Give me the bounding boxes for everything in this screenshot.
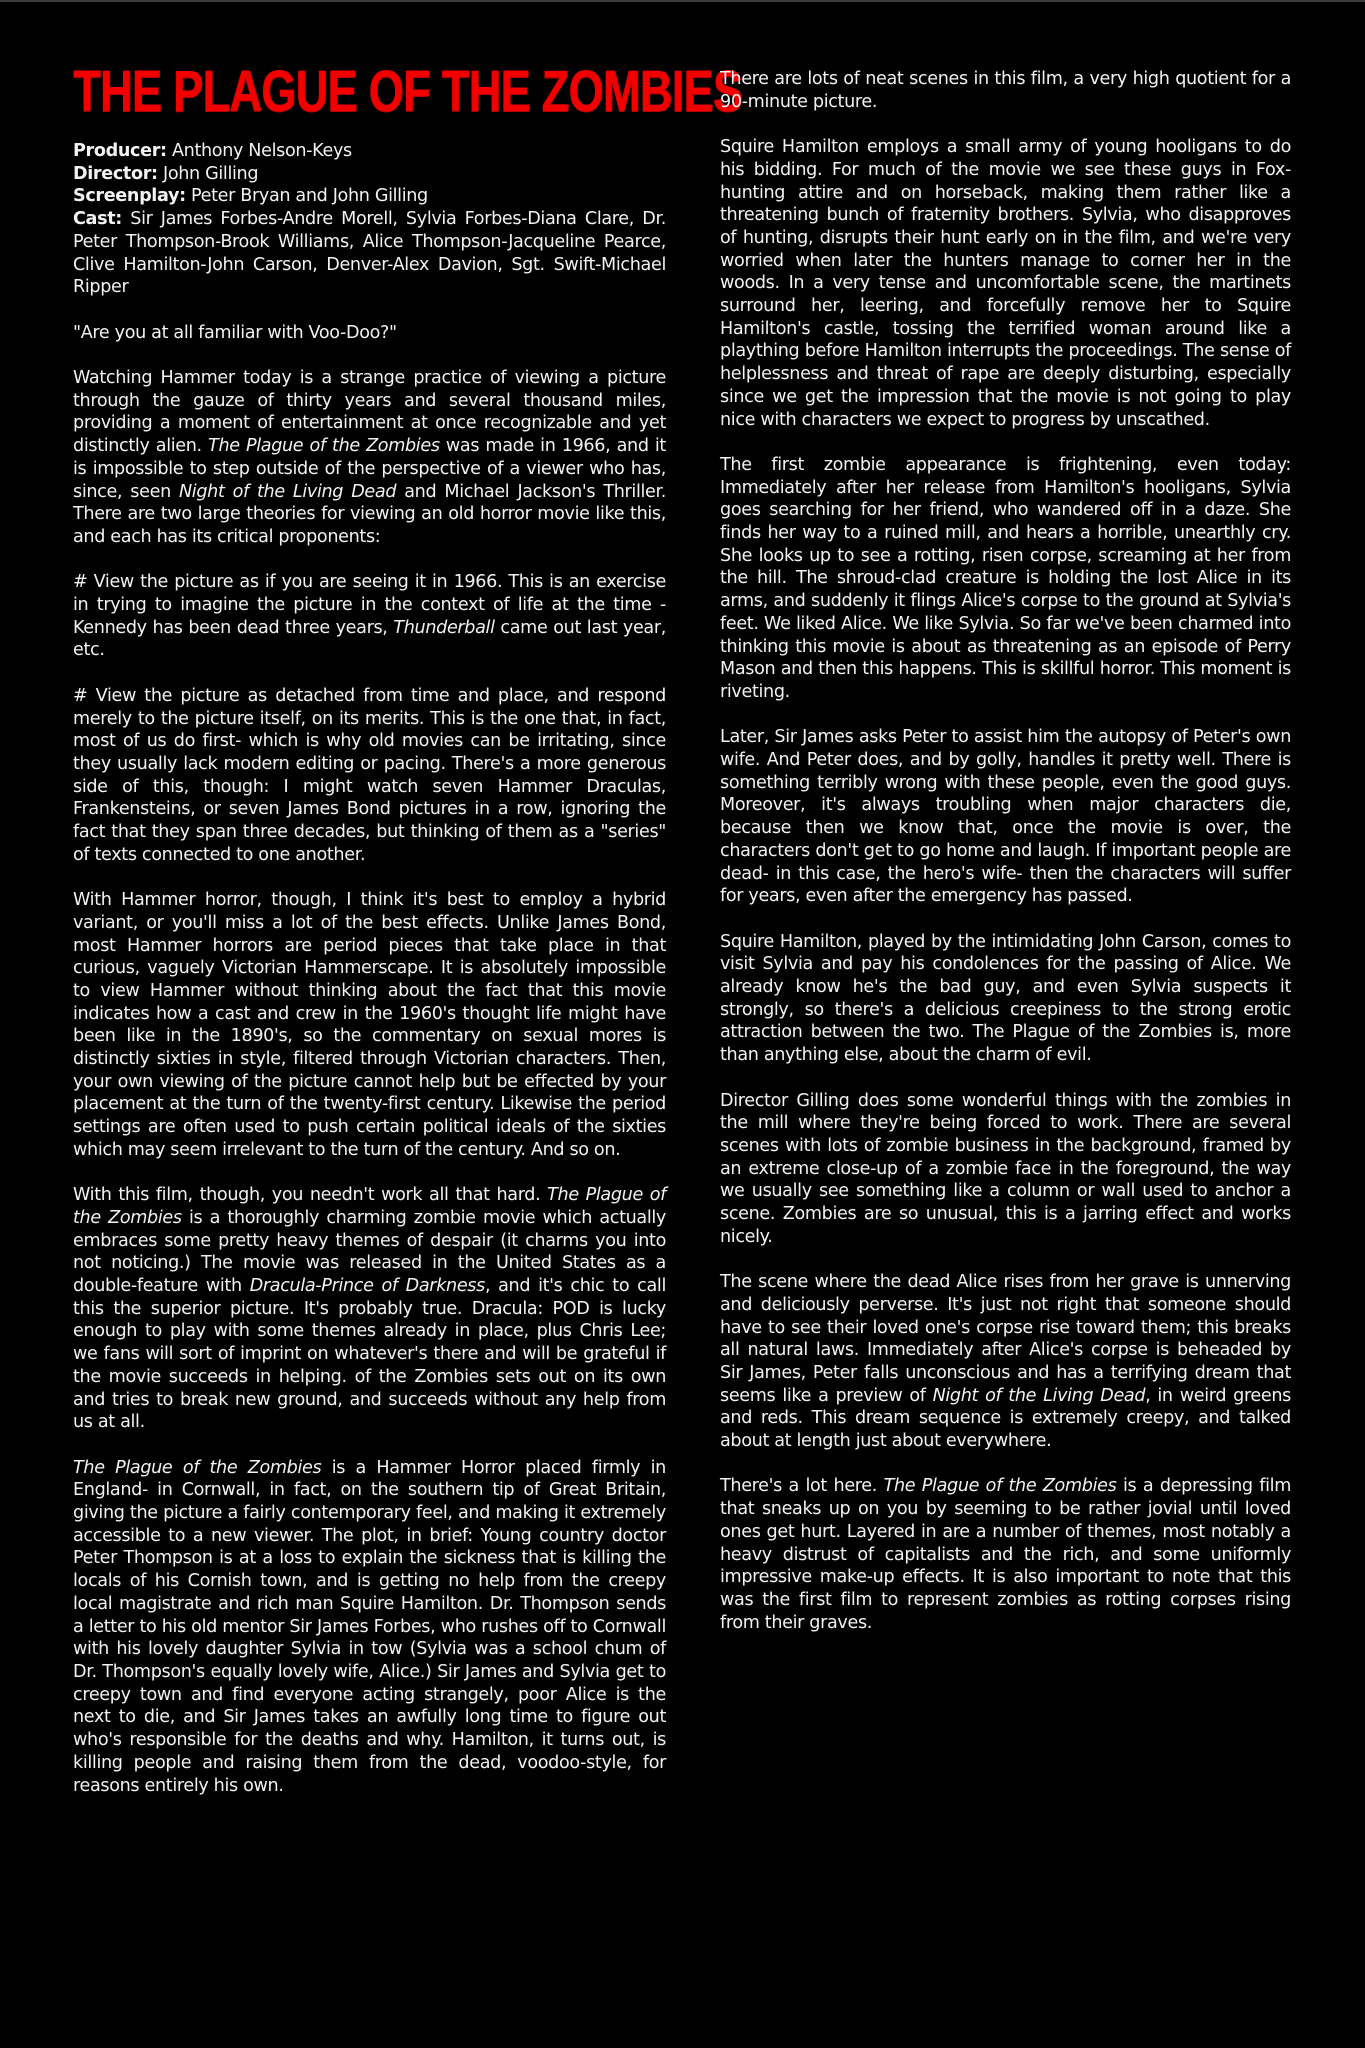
right-column — [720, 68, 1291, 1657]
film-title-italic: Dracula-Prince of Darkness — [249, 1276, 485, 1297]
paragraph — [720, 1271, 1291, 1453]
credit-value: Anthony Nelson-Keys — [171, 141, 352, 161]
credit-value: John Gilling — [162, 163, 259, 184]
text-run: is a Hammer Horror placed firmly in England- in Cornwall, in fact, on the southern tip of Great Britain, giving the picture a fairly contemporary feel, and making it extremely accessible to a new viewer. The plot, in brief: Young country doctor Peter Thompson is at a loss to explain the sickness that is killing the locals of his Cornish town, and is getting no help from the creepy local magistrate and rich man Squire Hamilton. Dr. Thompson sends a letter to his old mentor Sir James Forbes, who rushes off to Cornwall with his lovely daughter Sylvia in tow (Sylvia was a school chum of Dr. Thompson's equally lovely wife, Alice.) Sir James and Sylvia get to creepy town and find everyone acting strangely, poor Alice is the next to die, and Sir James takes an awfully long time to figure out who's responsible for the deaths and why. Hamilton, it turns out, is killing people and raising them from the dead, voodoo-style, for reasons entirely his own. — [73, 1457, 666, 1796]
left-column — [73, 59, 743, 1820]
text-run: # View the picture as if you are seeing it in 1966. This is an exercise in trying to imagine the picture in the context of life at the time - Kennedy has been dead three years, — [73, 572, 666, 638]
quote: "Are you at all familiar with Voo-Doo?" — [73, 322, 397, 343]
paragraph — [720, 1475, 1291, 1634]
paragraph: # View the picture as detached from time and place, and respond merely to the picture itself, on its merits. This is the one that, in fact, most of us do first- which is why old movies can be irritating, since they usually lack modern editing or pacing. There's a more generous side of this, though: I might watch seven Hammer Draculas, Frankensteins, or seven James Bond pictures in a row, ignoring the fact that they span three decades, but thinking of them as a "series" of texts connected to one another. — [73, 685, 666, 865]
credit-producer — [73, 140, 666, 163]
paragraph: There are lots of neat scenes in this film, a very high quotient for a 90-minute picture. — [720, 69, 1291, 112]
paragraph: Later, Sir James asks Peter to assist him the autopsy of Peter's own wife. And Peter does, and by golly, handles it pretty well. There is something terribly wrong with these people, even the good guys. Moreover, it's always troubling when major characters die, because then we know that, once the movie is over, the characters don't get to go home and laugh. If important people are dead- in this case, the hero's wife- then the characters will suffer for years, even after the emergency has passed. — [720, 727, 1291, 907]
paragraph: Squire Hamilton, played by the intimidating John Carson, comes to visit Sylvia and pay his condolences for the passing of Alice. We already know he's the bad guy, and even Sylvia suspects it strongly, so there's a delicious creepiness to the strong erotic attraction between the two. The Plague of the Zombies is, more than anything else, about the charm of evil. — [720, 931, 1291, 1066]
credit-label: Director: — [73, 163, 158, 184]
text-run: is a depressing film that sneaks up on you by seeming to be rather jovial until loved ones get hurt. Layered in are a number of themes, most notably a heavy distrust of capitalists and the rich, and some uniformly impressive make-up effects. It is also important to note that this was the first film to represent zombies as rotting corpses rising from their graves. — [720, 1476, 1291, 1633]
text-run: and Michael Jackson's Thriller. There are two large theories for viewing an old horror movie like this, and each has its critical proponents: — [73, 481, 666, 547]
film-title-italic: The Plague of the Zombies — [883, 1476, 1117, 1497]
credit-cast — [73, 208, 666, 299]
paragraph — [73, 367, 666, 549]
film-title-italic: The Plague of the Zombies — [208, 436, 440, 457]
credits-block — [73, 140, 666, 299]
text-run: is a thoroughly charming zombie movie which actually embraces some pretty heavy themes of despair (it charms you into not noticing.) The movie was released in the United States as a double-feature with — [73, 1207, 666, 1297]
credit-label: Cast: — [73, 209, 122, 230]
text-run: came out last year, etc. — [73, 617, 666, 661]
paragraph: Squire Hamilton employs a small army of young hooligans to do his bidding. For much of the movie we see these guys in Fox-hunting attire and on horseback, making them rather like a threatening bunch of fraternity brothers. Sylvia, who disapproves of hunting, disrupts their hunt early on in the film, and we're very worried when later the hunters manage to corner her in the woods. In a very tense and uncomfortable scene, the martinets surround her, leering, and forcefully remove her to Squire Hamilton's castle, tossing the terrified woman around like a plaything before Hamilton interrupts the proceedings. The sense of helplessness and threat of rape are deeply disturbing, especially since we get the impression that the movie is not going to play nice with characters we expect to progress by unscathed. — [720, 137, 1291, 430]
paragraph: Director Gilling does some wonderful things with the zombies in the mill where they're being forced to work. There are several scenes with lots of zombie business in the background, framed by an extreme close-up of a zombie face in the foreground, the way we usually see something like a column or wall used to anchor a scene. Zombies are so unusual, this is a jarring effect and works nicely. — [720, 1090, 1291, 1247]
credit-label: Screenplay: — [73, 186, 186, 207]
paragraph — [73, 1184, 666, 1434]
page-title: THE PLAGUE OF THE ZOMBIES — [73, 59, 743, 124]
film-title-italic: The Plague of the Zombies — [73, 1457, 322, 1478]
text-run: was made in 1966, and it is impossible to step outside of the perspective of a viewer who has, since, seen — [73, 436, 666, 502]
credit-label: Producer: — [73, 141, 167, 161]
text-run: , in weird greens and reds. This dream sequence is extremely creepy, and talked about at length just about everywhere. — [720, 1385, 1292, 1452]
film-title-italic: The Plague of the Zombies — [73, 1185, 666, 1228]
credit-director — [73, 163, 666, 186]
text-run: Watching Hammer today is a strange practice of viewing a picture through the gauze of thirty years and several thousand miles, providing a moment of entertainment at once recognizable and yet distinctly alien. — [73, 368, 666, 457]
text-run: With this film, though, you needn't work all that hard. — [73, 1185, 548, 1206]
film-title-italic: Thunderball — [393, 617, 495, 638]
paragraph — [73, 571, 666, 662]
credit-screenplay — [73, 185, 666, 208]
credit-value: Peter Bryan and John Gilling — [191, 186, 428, 207]
film-title-italic: Night of the Living Dead — [178, 481, 397, 502]
paragraph: The first zombie appearance is frightening, even today: Immediately after her release from Hamilton's hooligans, Sylvia goes searching for her friend, who wandered off in a daze. She finds her way to a ruined mill, and hears a horrible, unearthly cry. She looks up to see a rotting, risen corpse, screaming at her from the hill. The shroud-clad creature is holding the lost Alice in its arms, and suddenly it flings Alice's corpse to the ground at Sylvia's feet. We liked Alice. We like Sylvia. So far we've been charmed into thinking this movie is about as threatening as an episode of Perry Mason and then this happens. This is skillful horror. This moment is riveting. — [720, 454, 1291, 702]
text-run: , and it's chic to call this the superior picture. It's probably true. Dracula: POD is lucky enough to play with some themes already in place, plus Chris Lee; we fans will sort of imprint on whatever's there and will be grateful if the movie succeeds in helping. of the Zombies sets out on its own and tries to break new ground, and succeeds without any help from us at all. — [73, 1276, 667, 1433]
text-run: There's a lot here. — [720, 1476, 884, 1497]
paragraph: With Hammer horror, though, I think it's best to employ a hybrid variant, or you'll miss a lot of the best effects. Unlike James Bond, most Hammer horrors are period pieces that take place in that curious, vaguely Victorian Hammerscape. It is absolutely impossible to view Hammer without thinking about the fact that this movie indicates how a cast and crew in the 1960's thought life might have been like in the 1890's, so the commentary on sexual mores is distinctly sixties in style, filtered through Victorian characters. Then, your own viewing of the picture cannot help but be effected by your placement at the turn of the twenty-first century. Likewise the period settings are often used to push certain political ideals of the sixties which may seem irrelevant to the turn of the century. And so on. — [73, 890, 666, 1160]
paragraph — [73, 1457, 666, 1798]
text-run: The scene where the dead Alice rises from her grave is unnerving and deliciously perverse. It's just not right that someone should have to see their loved one's corpse rise toward them; this breaks all natural laws. Immediately after Alice's corpse is beheaded by Sir James, Peter falls unconscious and has a terrifying dream that seems like a preview of — [720, 1272, 1291, 1406]
credit-value: Sir James Forbes-Andre Morell, Sylvia Forbes-Diana Clare, Dr. Peter Thompson-Brook Williams, Alice Thompson-Jacqueline Pearce, Clive Hamilton-John Carson, Denver-Alex Davion, Sgt. Swift-Michael Ripper — [73, 209, 666, 298]
film-title-italic: Night of the Living Dead — [932, 1385, 1146, 1406]
